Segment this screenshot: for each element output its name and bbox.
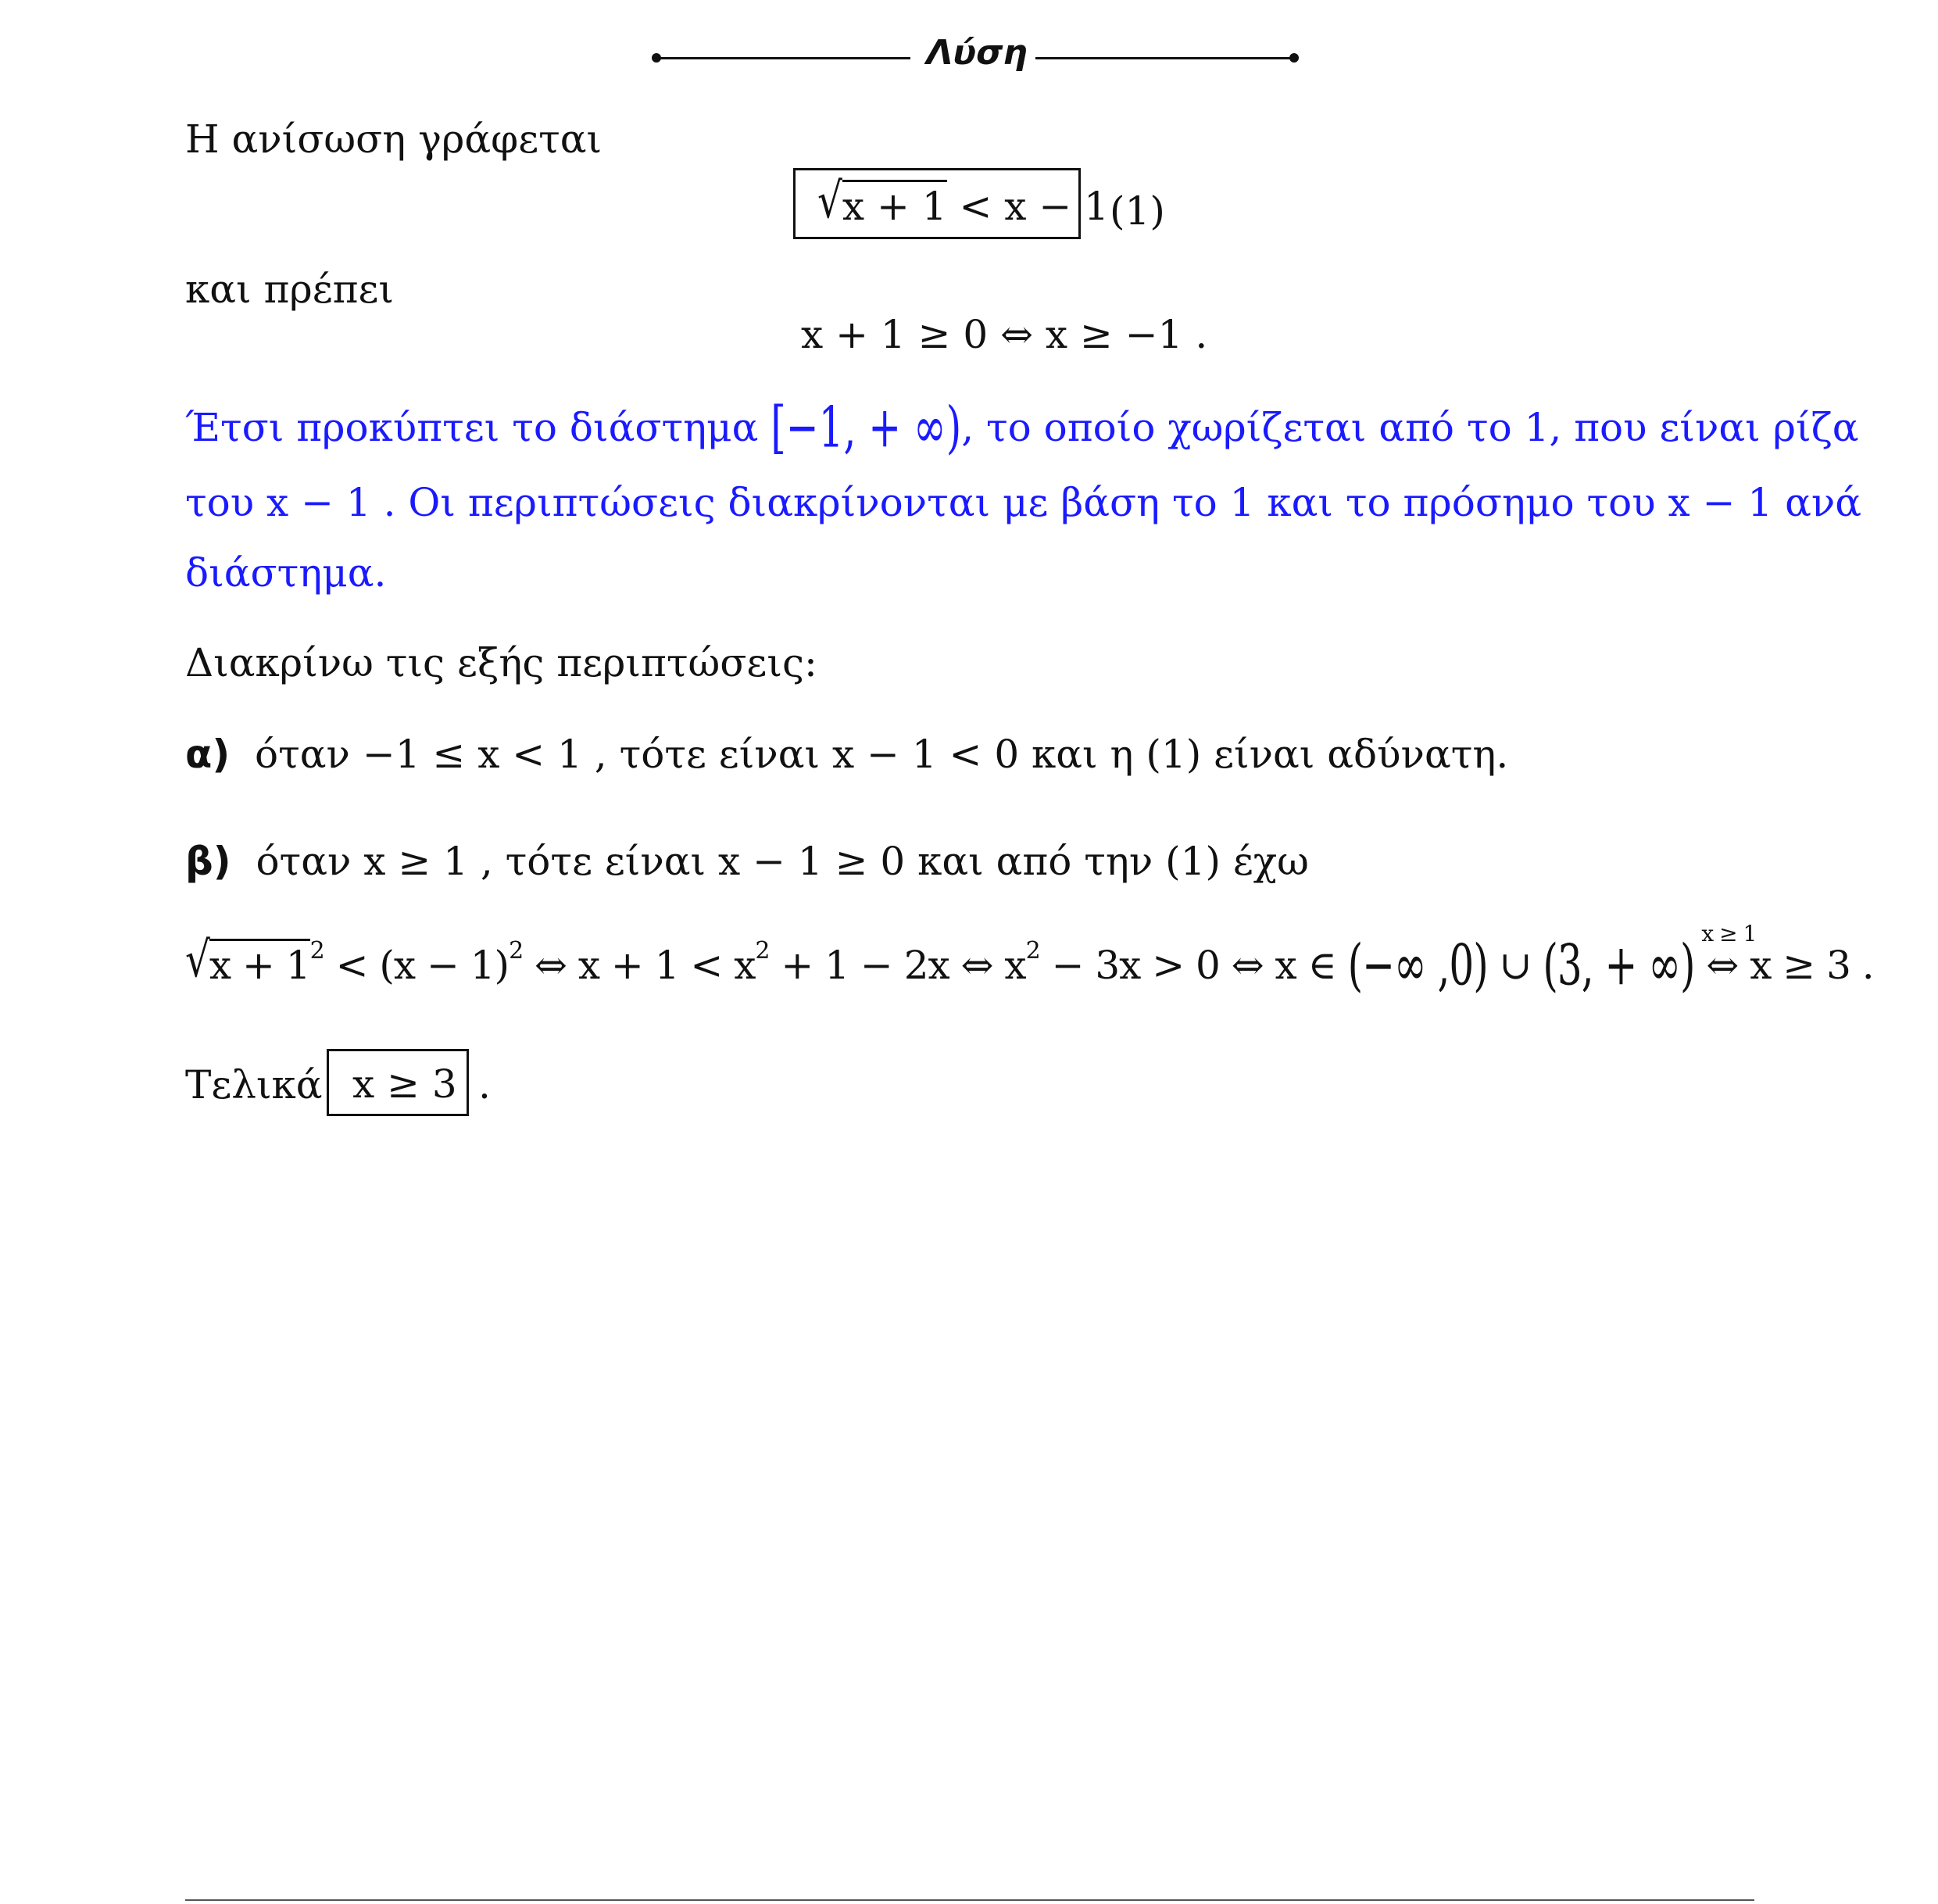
condition-intro: και πρέπει — [185, 267, 395, 312]
exponent: 2 — [1025, 937, 1040, 965]
exponent: 2 — [309, 937, 324, 965]
intro-text: Η ανίσωση γράφεται — [185, 116, 602, 162]
header-right-dot — [1289, 53, 1299, 63]
footer-rule — [185, 1899, 1754, 1901]
final-period: . — [478, 1062, 491, 1108]
arrow-condition: x ≥ 1 — [1701, 921, 1757, 947]
equation-tag: (1) — [1110, 188, 1165, 234]
case-a-label: α) — [185, 732, 231, 777]
conditional-arrow — [1701, 921, 1757, 989]
case-b — [185, 838, 1309, 885]
blue-note-line1 — [185, 394, 1859, 461]
interval-domain: [−1, + ∞) — [771, 394, 962, 461]
blue-note-line3: διάστημα. — [185, 550, 387, 596]
domain-condition: x + 1 ≥ 0 ⇔ x ≥ −1 . — [801, 312, 1208, 357]
blue-note-text-b: , το οποίο χωρίζεται από το 1, που είναι ρίζα — [961, 405, 1859, 450]
solution-title: Λύση — [926, 33, 1028, 73]
blue-note-text-a: Έτσι προκύπτει το διάστημα — [185, 405, 771, 450]
sqrt-symbol: √ — [817, 172, 842, 229]
derivation-equation — [185, 921, 1874, 999]
sqrt-radicand-2: x + 1 — [209, 939, 310, 988]
case-a-text: όταν −1 ≤ x < 1 , τότε είναι x − 1 < 0 και η (1) είναι αδύνατη. — [255, 732, 1509, 777]
final-answer: x ≥ 3 — [352, 1061, 457, 1107]
equivalence-arrow: ⇔ — [1706, 943, 1739, 988]
union-symbol: ∪ — [1487, 943, 1543, 988]
exponent: 2 — [509, 937, 524, 965]
interval-right: (3, + ∞) — [1543, 932, 1695, 999]
boxed-inequality — [793, 168, 1109, 239]
sqrt-radicand: x + 1 — [842, 180, 947, 229]
final-label: Τελικά — [185, 1062, 323, 1108]
final-answer-box — [327, 1049, 469, 1116]
case-b-text: όταν x ≥ 1 , τότε είναι x − 1 ≥ 0 και από την (1) έχω — [256, 839, 1309, 884]
exponent: 2 — [755, 937, 770, 965]
header-left-rule — [656, 57, 910, 59]
derivation-part1: < (x − 1) — [324, 943, 510, 988]
case-b-label: β) — [185, 839, 231, 884]
derivation-part2: ⇔ x + 1 < x — [523, 943, 756, 988]
inequality-rhs: < x − 1 — [946, 184, 1109, 229]
derivation-result: x ≥ 3 . — [1738, 943, 1874, 988]
derivation-part4: − 3x > 0 ⇔ x ∈ — [1039, 943, 1348, 988]
cases-intro: Διακρίνω τις εξής περιπτώσεις: — [185, 640, 817, 685]
interval-left: (−∞ ,0) — [1347, 932, 1488, 999]
header-right-rule — [1035, 57, 1293, 59]
derivation-part3: + 1 − 2x ⇔ x — [769, 943, 1026, 988]
case-a — [185, 731, 1508, 778]
sqrt-symbol-2: √ — [185, 931, 209, 988]
blue-note-line2: του x − 1 . Οι περιπτώσεις διακρίνονται με βάση το 1 και το πρόσημο του x − 1 ανά — [185, 480, 1862, 525]
